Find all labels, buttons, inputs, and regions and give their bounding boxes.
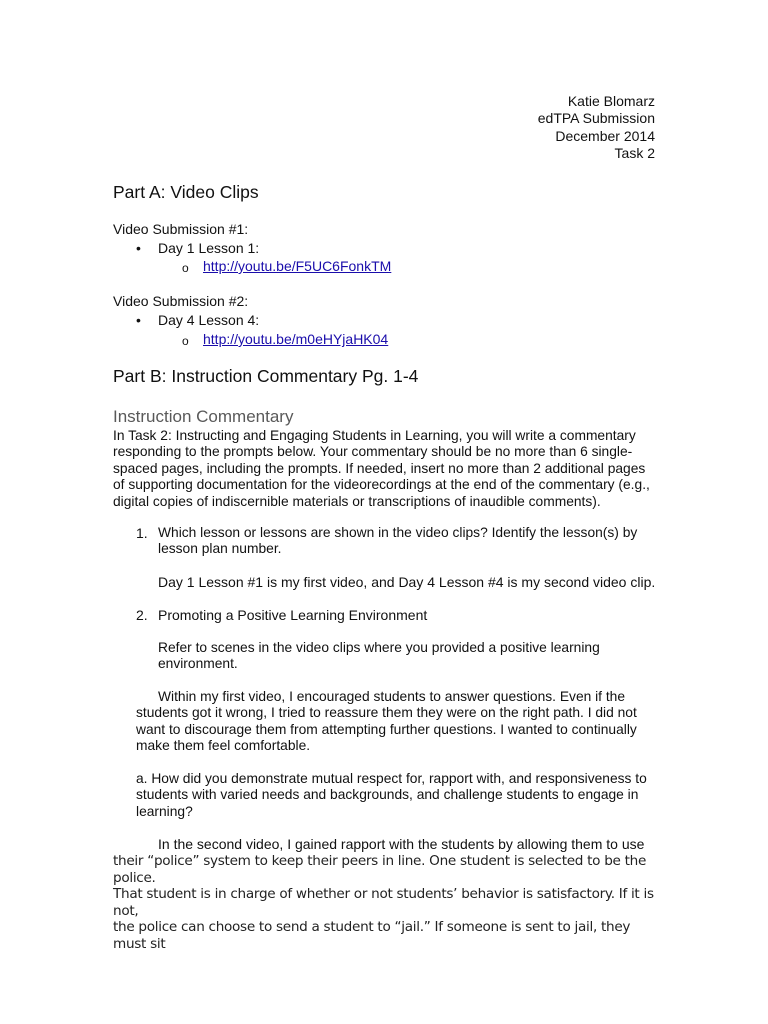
header-block: [538, 93, 655, 162]
answer-line: Within my first video, I encouraged students to answer questions. Even if the: [158, 689, 626, 704]
video-submission-2-label: Video Submission #2:: [113, 293, 249, 309]
intro-line: of supporting documentation for the videorecordings at the end of the commentary (e.g.,: [113, 477, 650, 493]
commentary-intro: [113, 428, 673, 510]
intro-line: digital copies of indiscernible materials or transcriptions of inaudible comments).: [113, 493, 601, 509]
question-2-answer: [136, 689, 676, 755]
question-2-title: Promoting a Positive Learning Environment: [158, 607, 428, 623]
submission-date: December 2014: [555, 127, 655, 144]
bullet-icon: •: [136, 312, 141, 328]
sub-question-line: learning?: [136, 803, 193, 819]
circle-bullet-icon: o: [182, 261, 189, 275]
prompt-line: environment.: [158, 656, 238, 672]
question-line: Which lesson or lessons are shown in the video clips? Identify the lesson(s) by: [158, 525, 638, 540]
video-submission-1-item: Day 1 Lesson 1:: [158, 240, 260, 256]
video-link-1[interactable]: http://youtu.be/F5UC6FonkTM: [203, 258, 392, 274]
intro-line: spaced pages, including the prompts. If needed, insert no more than 2 additional pages: [113, 460, 646, 476]
sub-question-a: [136, 771, 676, 820]
circle-bullet-icon: o: [182, 334, 189, 348]
sub-question-a-answer-first: In the second video, I gained rapport with the students by allowing them to use: [158, 836, 645, 852]
sub-question-line: students with varied needs and backgrounds, and challenge students to engage in: [136, 787, 639, 803]
task-label: Task 2: [614, 144, 655, 161]
answer-line: want to discourage them from attempting further questions. I wanted to continually: [136, 721, 637, 737]
answer-line: the police can choose to send a student to “jail.” If someone is sent to jail, they must sit: [113, 919, 631, 952]
video-submission-2-item: Day 4 Lesson 4:: [158, 312, 260, 328]
intro-line: In Task 2: Instructing and Engaging Students in Learning, you will write a commentary: [113, 428, 636, 443]
intro-line: responding to the prompts below. Your commentary should be no more than 6 single-: [113, 444, 633, 460]
question-1-text: [158, 525, 668, 558]
bullet-icon: •: [136, 240, 141, 256]
answer-line: That student is in charge of whether or not students’ behavior is satisfactory. If it is not,: [113, 886, 654, 919]
sub-question-line: a. How did you demonstrate mutual respect for, rapport with, and responsiveness to: [136, 771, 647, 786]
answer-line: make them feel comfortable.: [136, 738, 311, 754]
answer-line: their “police” system to keep their peers in line. One student is selected to be the police.: [113, 853, 647, 886]
question-2-number: 2.: [136, 607, 148, 623]
prompt-line: Refer to scenes in the video clips where you provided a positive learning: [158, 640, 600, 655]
video-submission-1-label: Video Submission #1:: [113, 221, 249, 237]
question-2-prompt: [158, 640, 668, 673]
part-a-heading: Part A: Video Clips: [113, 182, 259, 202]
submission-label: edTPA Submission: [537, 110, 655, 127]
author-name: Katie Blomarz: [567, 93, 655, 109]
question-1-answer: Day 1 Lesson #1 is my first video, and Day 4 Lesson #4 is my second video clip.: [158, 574, 656, 590]
question-1-number: 1.: [136, 525, 148, 541]
sub-question-a-answer: [113, 853, 658, 952]
video-link-2[interactable]: http://youtu.be/m0eHYjaHK04: [203, 331, 389, 347]
part-b-heading: Part B: Instruction Commentary Pg. 1-4: [113, 366, 419, 386]
commentary-title: Instruction Commentary: [113, 407, 294, 426]
answer-line: students got it wrong, I tried to reassure them they were on the right path. I did not: [136, 705, 637, 721]
question-line: lesson plan number.: [158, 541, 282, 557]
